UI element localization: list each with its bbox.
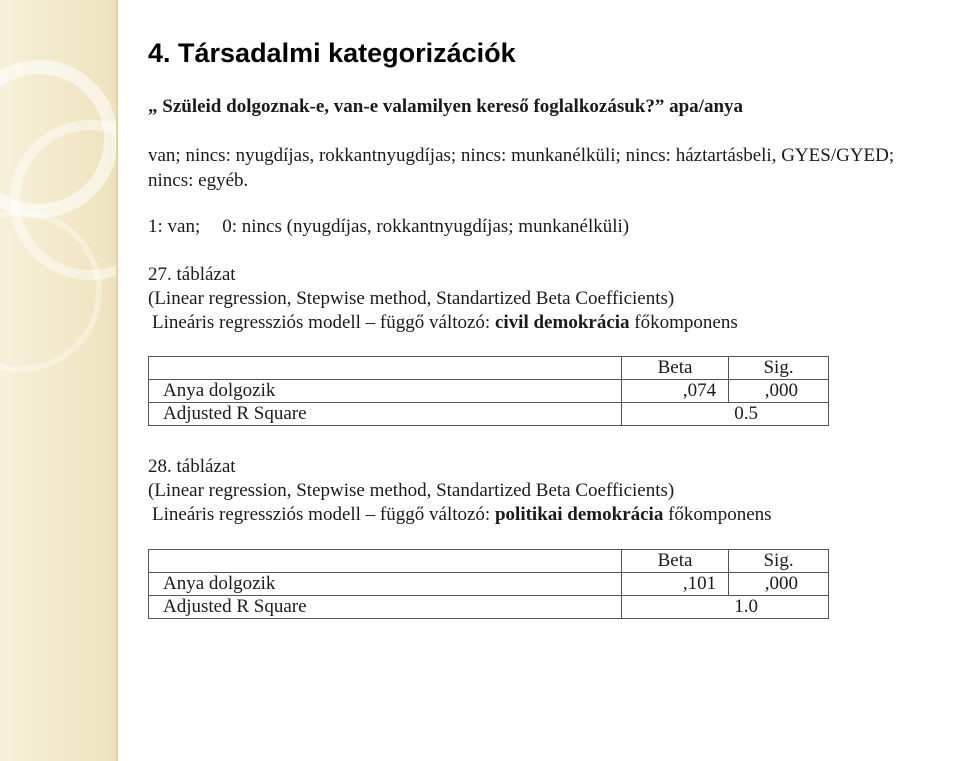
regression-table-27 [148,356,829,426]
model-dependent: politikai demokrácia [494,504,664,525]
row-label: Anya dolgozik [149,380,622,403]
table-header-row [149,357,829,380]
row-label: Anya dolgozik [149,573,622,596]
sidebar-edge [116,0,118,761]
model-suffix: főkomponens [663,504,772,525]
table-row [149,380,829,403]
header-sig: Sig. [729,357,829,380]
table-label: 28. táblázat [148,456,236,477]
answer-categories-line2: nincs: egyéb. [148,170,249,191]
table-27-caption [148,263,738,335]
model-prefix: Lineáris regressziós modell – függő változó: [152,504,495,525]
coding-scheme [148,216,629,238]
header-beta: Beta [621,550,728,573]
table-model [148,311,738,335]
table-row [149,596,829,619]
model-prefix: Lineáris regressziós modell – függő változó: [152,312,495,333]
adjusted-r-square-value: 1.0 [621,596,828,619]
table-row [149,573,829,596]
table-row [149,403,829,426]
table-28-caption [148,455,772,527]
header-empty-cell [149,357,622,380]
table-header-row [149,550,829,573]
regression-table-28 [148,549,829,619]
table-method: (Linear regression, Stepwise method, Standartized Beta Coefficients) [148,480,675,501]
adjusted-r-square-label: Adjusted R Square [149,596,622,619]
beta-value: ,074 [621,380,728,403]
sig-value: ,000 [729,573,829,596]
table-method: (Linear regression, Stepwise method, Standartized Beta Coefficients) [148,288,675,309]
slide-title: 4. Társadalmi kategorizációk [148,38,516,68]
coding-no: 0: nincs (nyugdíjas, rokkantnyugdíjas; munkanélküli) [222,216,630,237]
decorative-sidebar [0,0,118,761]
header-sig: Sig. [729,550,829,573]
adjusted-r-square-label: Adjusted R Square [149,403,622,426]
question-subheading: „ Szüleid dolgoznak-e, van-e valamilyen kereső foglalkozásuk?” apa/anya [148,96,744,117]
table-label: 27. táblázat [148,264,236,285]
sig-value: ,000 [729,380,829,403]
adjusted-r-square-value: 0.5 [621,403,828,426]
beta-value: ,101 [621,573,728,596]
coding-yes: 1: van; [148,216,201,237]
table-model [148,503,772,527]
header-beta: Beta [621,357,728,380]
model-dependent: civil demokrácia [494,312,630,333]
header-empty-cell [149,550,622,573]
answer-categories-line1: van; nincs: nyugdíjas, rokkantnyugdíjas; nincs: munkanélküli; nincs: háztartásbeli, GYES/GYED; [148,145,895,166]
model-suffix: főkomponens [629,312,738,333]
